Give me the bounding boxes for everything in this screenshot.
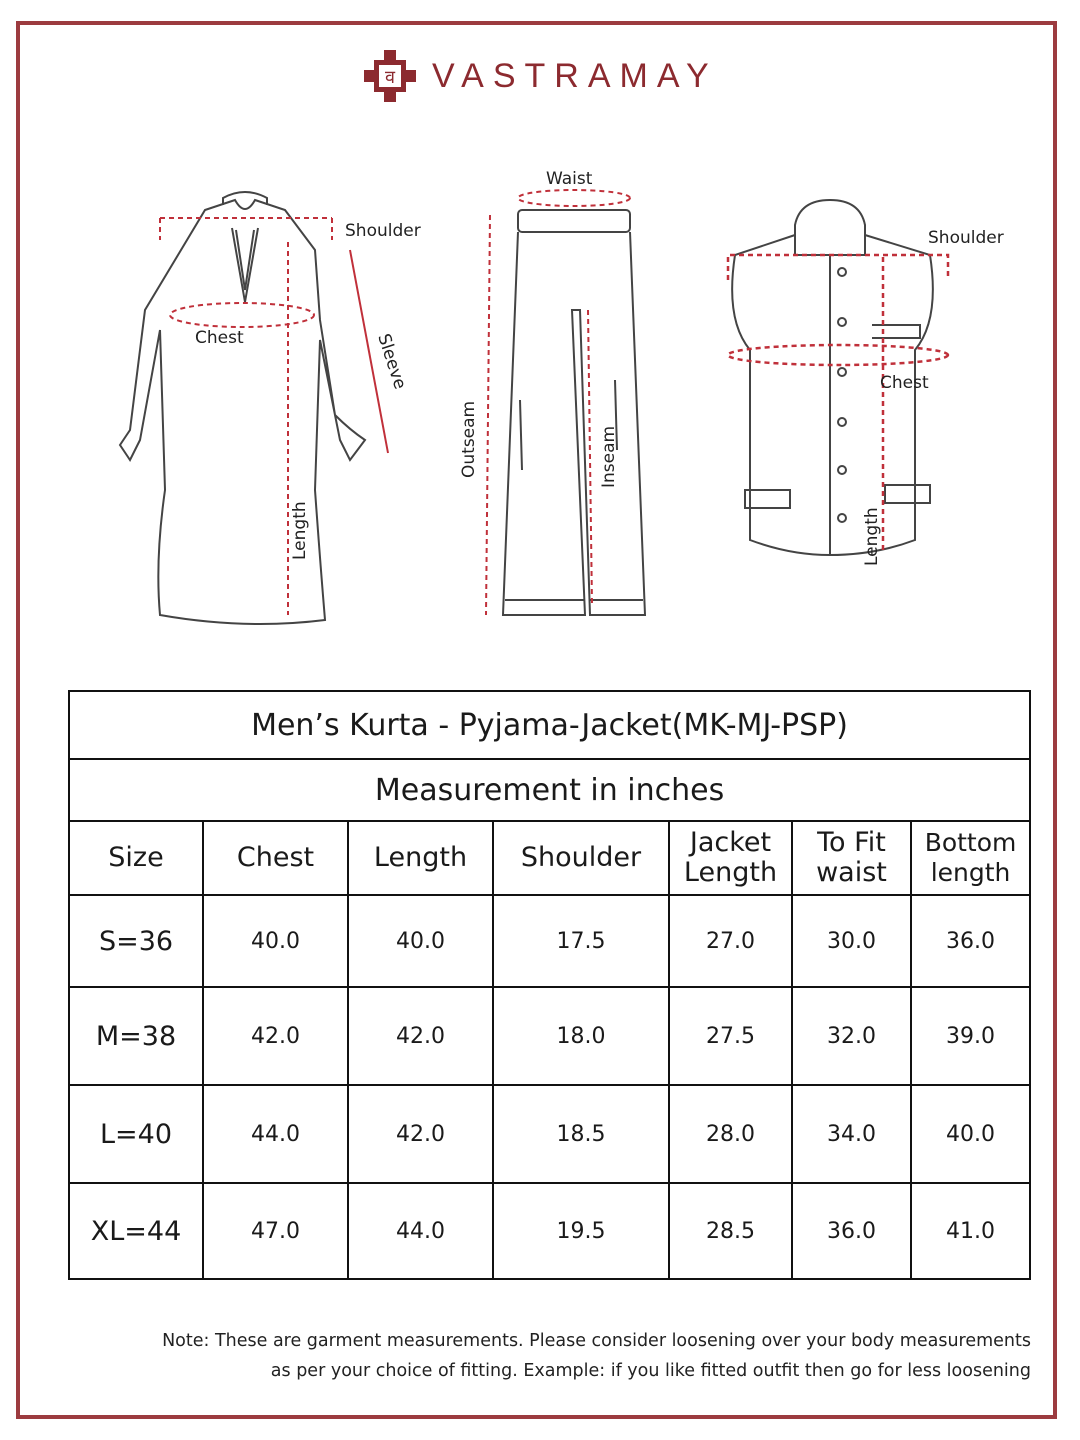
cell-shoulder: 19.5 — [493, 1183, 669, 1279]
kurta-diagram — [120, 192, 365, 624]
table-subtitle: Measurement in inches — [69, 759, 1030, 821]
cell-chest: 47.0 — [203, 1183, 348, 1279]
table-row — [69, 895, 1030, 987]
table-title: Men’s Kurta - Pyjama-Jacket(MK-MJ-PSP) — [69, 691, 1030, 759]
cell-chest: 42.0 — [203, 987, 348, 1085]
jacket-chest-label: Chest — [880, 373, 929, 393]
cell-size: XL=44 — [69, 1183, 203, 1279]
cell-size: L=40 — [69, 1085, 203, 1183]
cell-length: 40.0 — [348, 895, 493, 987]
cell-bottom: 40.0 — [911, 1085, 1030, 1183]
cell-shoulder: 18.5 — [493, 1085, 669, 1183]
header-length: Length — [348, 821, 493, 895]
kurta-chest-label: Chest — [195, 328, 244, 348]
cell-size: M=38 — [69, 987, 203, 1085]
header-shoulder: Shoulder — [493, 821, 669, 895]
fitting-note — [64, 1326, 1031, 1386]
header-waist: To Fit waist — [792, 821, 911, 895]
cell-bottom: 36.0 — [911, 895, 1030, 987]
brand-name: VASTRAMAY — [432, 56, 718, 95]
table-row — [69, 1183, 1030, 1279]
jacket-shoulder-label: Shoulder — [928, 228, 1004, 248]
table-row — [69, 1085, 1030, 1183]
size-chart-table — [68, 690, 1031, 1280]
table-header-row — [69, 821, 1030, 895]
cell-length: 42.0 — [348, 987, 493, 1085]
cell-chest: 44.0 — [203, 1085, 348, 1183]
garment-diagrams — [110, 160, 1030, 640]
cell-length: 42.0 — [348, 1085, 493, 1183]
cell-shoulder: 17.5 — [493, 895, 669, 987]
kurta-length-label: Length — [290, 501, 310, 560]
header-chest: Chest — [203, 821, 348, 895]
pyjama-inseam-label: Inseam — [599, 425, 619, 488]
cell-waist: 34.0 — [792, 1085, 911, 1183]
header-jacket-length: Jacket Length — [669, 821, 792, 895]
cell-shoulder: 18.0 — [493, 987, 669, 1085]
pyjama-outseam-label: Outseam — [459, 400, 479, 478]
cell-chest: 40.0 — [203, 895, 348, 987]
cell-jacket-length: 28.0 — [669, 1085, 792, 1183]
jacket-length-label: Length — [862, 507, 882, 566]
header-bottom-length: Bottom length — [911, 821, 1030, 895]
cell-jacket-length: 27.5 — [669, 987, 792, 1085]
brand-header — [362, 48, 718, 104]
note-line-1: Note: These are garment measurements. Please consider loosening over your body measurements — [162, 1331, 1031, 1351]
kurta-sleeve-label: Sleeve — [373, 331, 410, 392]
svg-text:व: व — [384, 67, 396, 88]
pyjama-waist-label: Waist — [546, 169, 593, 189]
cell-waist: 32.0 — [792, 987, 911, 1085]
cell-waist: 30.0 — [792, 895, 911, 987]
cell-length: 44.0 — [348, 1183, 493, 1279]
cell-size: S=36 — [69, 895, 203, 987]
cell-bottom: 39.0 — [911, 987, 1030, 1085]
cell-jacket-length: 28.5 — [669, 1183, 792, 1279]
note-line-2: as per your choice of fitting. Example: if you like fitted outfit then go for less loosening — [270, 1361, 1031, 1381]
table-row — [69, 987, 1030, 1085]
vastramay-logo-icon — [362, 48, 418, 104]
cell-waist: 36.0 — [792, 1183, 911, 1279]
cell-jacket-length: 27.0 — [669, 895, 792, 987]
header-size: Size — [69, 821, 203, 895]
pyjama-diagram — [503, 210, 645, 615]
cell-bottom: 41.0 — [911, 1183, 1030, 1279]
kurta-shoulder-label: Shoulder — [345, 221, 421, 241]
